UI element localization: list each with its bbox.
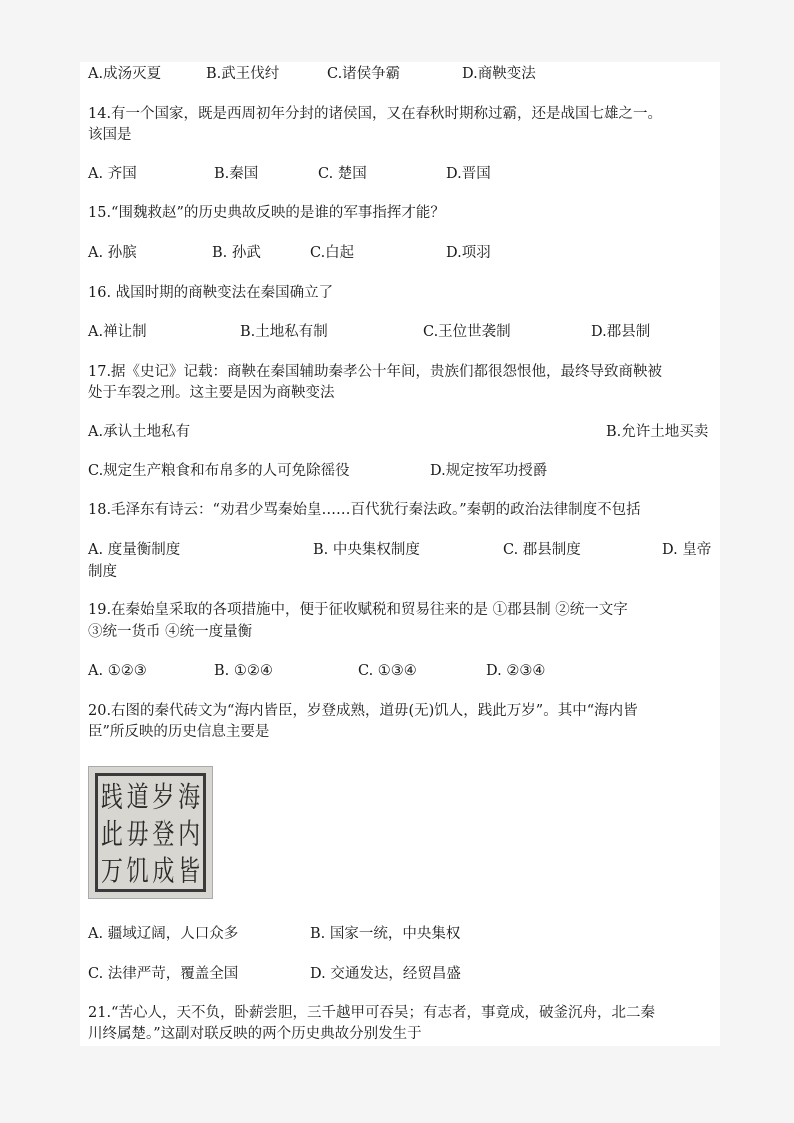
q15-option-d: D.项羽 xyxy=(446,245,491,261)
q20-option-b: B. 国家一统，中央集权 xyxy=(310,926,461,942)
q20-stem-line1: 20.右图的秦代砖文为“海内皆臣，岁登成熟，道毋(无)饥人，践此万岁”。其中“海内皆 xyxy=(88,703,638,719)
brick-character-grid xyxy=(99,777,202,888)
q14-option-d: D.晋国 xyxy=(446,166,491,182)
brick-glyph: 成 xyxy=(152,855,175,889)
q13-option-c: C.诸侯争霸 xyxy=(327,66,401,82)
q14-option-b: B.秦国 xyxy=(214,166,259,182)
q19-option-d: D. ②③④ xyxy=(486,663,546,679)
q20-option-c: C. 法律严苛，覆盖全国 xyxy=(88,966,239,982)
q18-option-c: C. 郡县制度 xyxy=(503,542,581,558)
q19-stem-line2: ③统一货币 ④统一度量衡 xyxy=(88,624,253,640)
q14-stem-line1: 14.有一个国家，既是西周初年分封的诸侯国，又在春秋时期称过霸，还是战国七雄之一。 xyxy=(88,106,663,122)
q16-option-c: C.王位世袭制 xyxy=(423,324,511,340)
brick-glyph: 岁 xyxy=(152,781,175,815)
q18-option-a: A. 度量衡制度 xyxy=(88,542,181,558)
q17-option-d: D.规定按军功授爵 xyxy=(430,463,548,479)
q20-stem-line2: 臣”所反映的历史信息主要是 xyxy=(88,724,270,740)
q21-stem-line2: 川终属楚。”这副对联反映的两个历史典故分别发生于 xyxy=(88,1026,422,1042)
q19-option-b: B. ①②④ xyxy=(214,663,273,679)
q15-option-c: C.白起 xyxy=(310,245,355,261)
q16-option-a: A.禅让制 xyxy=(88,324,147,340)
q15-option-b: B. 孙武 xyxy=(212,245,261,261)
q16-option-d: D.郡县制 xyxy=(591,324,651,340)
q17-option-a: A.承认土地私有 xyxy=(88,424,191,440)
q14-option-a: A. 齐国 xyxy=(88,166,137,182)
q17-option-b: B.允许土地买卖 xyxy=(606,424,709,440)
brick-glyph: 海 xyxy=(178,781,201,815)
q19-option-c: C. ①③④ xyxy=(358,663,417,679)
q18-option-d-continued: 制度 xyxy=(88,564,117,580)
brick-glyph: 毋 xyxy=(126,818,149,852)
q17-stem-line1: 17.据《史记》记载：商鞅在秦国辅助秦孝公十年间，贵族们都很怨恨他，最终导致商鞅被 xyxy=(88,364,663,380)
q15-stem: 15.“围魏救赵”的历史典故反映的是谁的军事指挥才能？ xyxy=(88,205,445,221)
q19-stem-line1: 19.在秦始皇采取的各项措施中，便于征收赋税和贸易往来的是 ①郡县制 ②统一文字 xyxy=(88,602,628,618)
q15-option-a: A. 孙膑 xyxy=(88,245,137,261)
q18-option-b: B. 中央集权制度 xyxy=(313,542,420,558)
q14-option-c: C. 楚国 xyxy=(318,166,367,182)
brick-glyph: 饥 xyxy=(126,855,149,889)
brick-glyph: 此 xyxy=(100,818,123,852)
brick-glyph: 登 xyxy=(152,818,175,852)
brick-glyph: 道 xyxy=(126,781,149,815)
q13-option-b: B.武王伐纣 xyxy=(206,66,280,82)
q19-option-a: A. ①②③ xyxy=(88,663,147,679)
q21-stem-line1: 21.“苦心人，天不负，卧薪尝胆，三千越甲可吞吴；有志者，事竟成，破釜沉舟，北二秦 xyxy=(88,1005,655,1021)
q16-option-b: B.土地私有制 xyxy=(240,324,328,340)
q18-option-d: D. 皇帝 xyxy=(662,542,712,558)
brick-glyph: 内 xyxy=(178,818,201,852)
q18-stem: 18.毛泽东有诗云：“劝君少骂秦始皇……百代犹行秦法政。”秦朝的政治法律制度不包括 xyxy=(88,502,641,518)
brick-glyph: 万 xyxy=(100,855,123,889)
q20-option-d: D. 交通发达，经贸昌盛 xyxy=(310,966,461,982)
q16-stem: 16. 战国时期的商鞅变法在秦国确立了 xyxy=(88,285,334,301)
brick-glyph: 皆 xyxy=(178,855,201,889)
qin-brick-inscription-image xyxy=(88,766,213,899)
q13-option-a: A.成汤灭夏 xyxy=(88,66,162,82)
q17-stem-line2: 处于车裂之刑。这主要是因为商鞅变法 xyxy=(88,385,335,401)
q13-option-d: D.商鞅变法 xyxy=(462,66,536,82)
q17-option-c: C.规定生产粮食和布帛多的人可免除徭役 xyxy=(88,463,350,479)
q20-option-a: A. 疆域辽阔，人口众多 xyxy=(88,926,239,942)
brick-glyph: 践 xyxy=(100,781,123,815)
q14-stem-line2: 该国是 xyxy=(88,127,132,143)
